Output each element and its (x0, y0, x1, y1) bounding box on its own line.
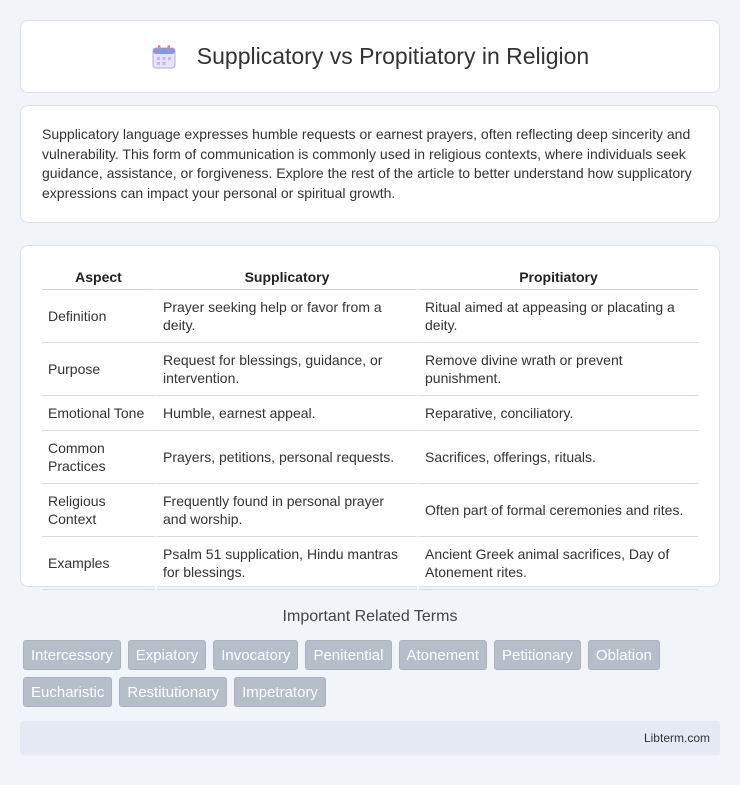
tag-impetratory[interactable]: Impetratory (234, 677, 326, 707)
footer-site-link[interactable]: Libterm.com (643, 731, 710, 745)
calendar-icon (151, 44, 177, 70)
table-row (42, 537, 698, 590)
table-cell-aspect: Religious Context (42, 484, 155, 537)
table-cell-supplicatory: Psalm 51 supplication, Hindu mantras for blessings. (155, 537, 417, 590)
table-cell-supplicatory: Humble, earnest appeal. (155, 396, 417, 431)
table-cell-supplicatory: Frequently found in personal prayer and worship. (155, 484, 417, 537)
table-row (42, 431, 698, 484)
tag-restitutionary[interactable]: Restitutionary (119, 677, 227, 707)
tag-intercessory[interactable]: Intercessory (23, 640, 121, 670)
tag-oblation[interactable]: Oblation (588, 640, 660, 670)
tag-expiatory[interactable]: Expiatory (128, 640, 207, 670)
table-cell-aspect: Purpose (42, 343, 155, 396)
table-cell-supplicatory: Prayer seeking help or favor from a deity. (155, 290, 417, 343)
related-terms-title: Important Related Terms (282, 608, 458, 625)
table-cell-supplicatory: Request for blessings, guidance, or intervention. (155, 343, 417, 396)
table-cell-aspect: Emotional Tone (42, 396, 155, 431)
table-cell-propitiatory: Ancient Greek animal sacrifices, Day of Atonement rites. (417, 537, 698, 590)
column-header-propitiatory: Propitiatory (417, 267, 698, 290)
tag-invocatory[interactable]: Invocatory (213, 640, 298, 670)
page-title: Supplicatory vs Propitiatory in Religion (196, 43, 590, 69)
header-card (20, 20, 720, 93)
tag-atonement[interactable]: Atonement (399, 640, 488, 670)
column-header-aspect: Aspect (42, 267, 155, 290)
table-header-row (42, 267, 698, 290)
tag-petitionary[interactable]: Petitionary (494, 640, 581, 670)
table-row (42, 290, 698, 343)
table-row (42, 343, 698, 396)
table-cell-aspect: Examples (42, 537, 155, 590)
table-row (42, 484, 698, 537)
table-cell-propitiatory: Often part of formal ceremonies and rites. (417, 484, 698, 537)
intro-card (20, 105, 720, 223)
tag-eucharistic[interactable]: Eucharistic (23, 677, 112, 707)
related-terms-tags (23, 640, 723, 707)
table-cell-propitiatory: Sacrifices, offerings, rituals. (417, 431, 698, 484)
footer (20, 721, 720, 755)
comparison-table (42, 267, 698, 590)
table-row (42, 396, 698, 431)
table-cell-propitiatory: Reparative, conciliatory. (417, 396, 698, 431)
comparison-table-card (20, 245, 720, 587)
table-cell-propitiatory: Ritual aimed at appeasing or placating a deity. (417, 290, 698, 343)
table-cell-aspect: Common Practices (42, 431, 155, 484)
column-header-supplicatory: Supplicatory (155, 267, 417, 290)
table-cell-propitiatory: Remove divine wrath or prevent punishment. (417, 343, 698, 396)
table-cell-supplicatory: Prayers, petitions, personal requests. (155, 431, 417, 484)
intro-text: Supplicatory language expresses humble requests or earnest prayers, often reflecting deep sincerity and vulnerability. This form of communication is commonly used in religious contexts, where individuals seek guidance, assistance, or forgiveness. Explore the rest of the article to better understand how supplicatory expressions can impact your personal or spiritual growth. (42, 126, 692, 201)
table-cell-aspect: Definition (42, 290, 155, 343)
tag-penitential[interactable]: Penitential (305, 640, 391, 670)
